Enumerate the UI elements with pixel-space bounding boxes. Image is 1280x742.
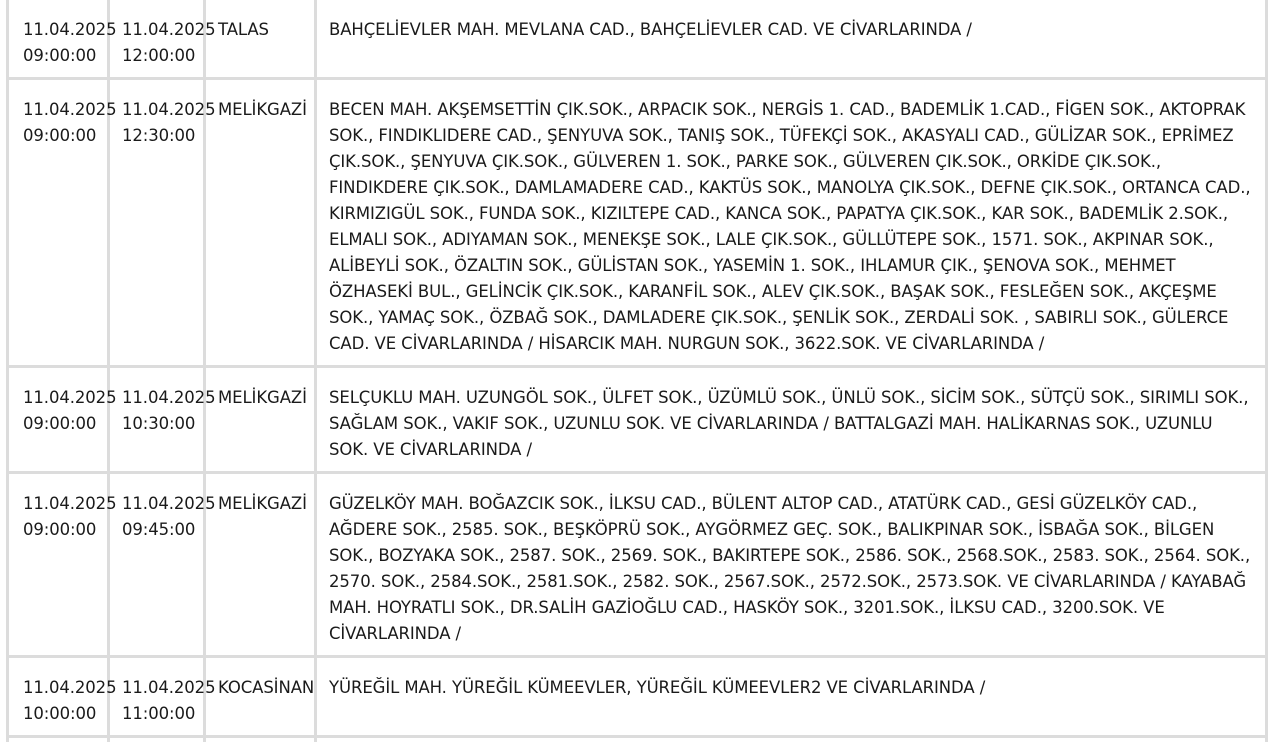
end-datetime-cell <box>110 368 216 474</box>
start-time: 09:00:00 <box>23 126 97 145</box>
address-cell: BAHÇELİEVLER MAH. MEVLANA CAD., BAHÇELİEVLER CAD. VE CİVARLARINDA / <box>317 0 1268 80</box>
start-time: 09:00:00 <box>23 520 97 539</box>
address-cell: SELÇUKLU MAH. UZUNGÖL SOK., ÜLFET SOK., ÜZÜMLÜ SOK., ÜNLÜ SOK., SİCİM SOK., SÜTÇÜ SOK., SIRIMLI SOK., SAĞLAM SOK., VAKIF SOK., UZUNLU SOK. VE CİVARLARINDA / BATTALGAZİ MAH. HALİKARNAS SOK., UZUNLU SOK. VE CİVARLARINDA / <box>317 368 1268 474</box>
end-time: 11:00:00 <box>122 704 196 723</box>
start-datetime-cell <box>6 474 117 658</box>
start-date: 11.04.2025 <box>23 678 117 697</box>
empty-cell <box>206 738 317 742</box>
start-time: 09:00:00 <box>23 414 97 433</box>
end-time: 12:00:00 <box>122 46 196 65</box>
start-time: 09:00:00 <box>23 46 97 65</box>
empty-cell <box>6 738 110 742</box>
end-date: 11.04.2025 <box>122 678 216 697</box>
end-date: 11.04.2025 <box>122 388 216 407</box>
table-row <box>6 474 1268 658</box>
start-date: 11.04.2025 <box>23 388 117 407</box>
end-datetime-cell <box>110 474 216 658</box>
address-cell: GÜZELKÖY MAH. BOĞAZCIK SOK., İLKSU CAD., BÜLENT ALTOP CAD., ATATÜRK CAD., GESİ GÜZELKÖY CAD., AĞDERE SOK., 2585. SOK., BEŞKÖPRÜ SOK., AYGÖRMEZ GEÇ. SOK., BALIKPINAR SOK., İSBAĞA SOK., BİLGEN SOK., BOZYAKA SOK., 2587. SOK., 2569. SOK., BAKIRTEPE SOK., 2586. SOK., 2568.SOK., 2583. SOK., 2564. SOK., 2570. SOK., 2584.SOK., 2581.SOK., 2582. SOK., 2567.SOK., 2572.SOK., 2573.SOK. VE CİVARLARINDA / KAYABAĞ MAH. HOYRATLI SOK., DR.SALİH GAZİOĞLU CAD., HASKÖY SOK., 3201.SOK., İLKSU CAD., 3200.SOK. VE CİVARLARINDA / <box>317 474 1268 658</box>
district-cell: TALAS <box>206 0 317 80</box>
start-datetime-cell <box>6 658 117 738</box>
start-datetime-cell <box>6 80 117 368</box>
district-cell: MELİKGAZİ <box>206 368 317 474</box>
start-date: 11.04.2025 <box>23 494 117 513</box>
end-datetime-cell <box>110 0 216 80</box>
table-row <box>6 658 1268 738</box>
table-row-partial <box>6 738 1268 742</box>
table-row <box>6 80 1268 368</box>
end-time: 09:45:00 <box>122 520 196 539</box>
end-datetime-cell <box>110 658 216 738</box>
address-cell: BECEN MAH. AKŞEMSETTİN ÇIK.SOK., ARPACIK SOK., NERGİS 1. CAD., BADEMLİK 1.CAD., FİGEN SOK., AKTOPRAK SOK., FINDIKLIDERE CAD., ŞENYUVA SOK., TANIŞ SOK., TÜFEKÇİ SOK., AKASYALI CAD., GÜLİZAR SOK., EPRİMEZ ÇIK.SOK., ŞENYUVA ÇIK.SOK., GÜLVEREN 1. SOK., PARKE SOK., GÜLVEREN ÇIK.SOK., ORKİDE ÇIK.SOK., FINDIKDERE ÇIK.SOK., DAMLAMADERE CAD., KAKTÜS SOK., MANOLYA ÇIK.SOK., DEFNE ÇIK.SOK., ORTANCA CAD., KIRMIZIGÜL SOK., FUNDA SOK., KIZILTEPE CAD., KANCA SOK., PAPATYA ÇIK.SOK., KAR SOK., BADEMLİK 2.SOK., ELMALI SOK., ADIYAMAN SOK., MENEKŞE SOK., LALE ÇIK.SOK., GÜLLÜTEPE SOK., 1571. SOK., AKPINAR SOK., ALİBEYLİ SOK., ÖZALTIN SOK., GÜLİSTAN SOK., YASEMİN 1. SOK., IHLAMUR ÇIK., ŞENOVA SOK., MEHMET ÖZHASEKİ BUL., GELİNCİK ÇIK.SOK., KARANFİL SOK., ALEV ÇIK.SOK., BAŞAK SOK., FESLEĞEN SOK., AKÇEŞME SOK., YAMAÇ SOK., ÖZBAĞ SOK., DAMLADERE ÇIK.SOK., ŞENLİK SOK., ZERDALİ SOK. , SABIRLI SOK., GÜLERCE CAD. VE CİVARLARINDA / HİSARCIK MAH. NURGUN SOK., 3622.SOK. VE CİVARLARINDA / <box>317 80 1268 368</box>
start-time: 10:00:00 <box>23 704 97 723</box>
empty-cell <box>317 738 1268 742</box>
district-cell: KOCASİNAN <box>206 658 317 738</box>
end-time: 12:30:00 <box>122 126 196 145</box>
start-date: 11.04.2025 <box>23 100 117 119</box>
end-date: 11.04.2025 <box>122 100 216 119</box>
table-row <box>6 368 1268 474</box>
end-date: 11.04.2025 <box>122 494 216 513</box>
start-date: 11.04.2025 <box>23 20 117 39</box>
outage-table <box>6 0 1268 742</box>
district-cell: MELİKGAZİ <box>206 474 317 658</box>
empty-cell <box>110 738 206 742</box>
district-cell: MELİKGAZİ <box>206 80 317 368</box>
end-time: 10:30:00 <box>122 414 196 433</box>
start-datetime-cell <box>6 0 117 80</box>
address-cell: YÜREĞİL MAH. YÜREĞİL KÜMEEVLER, YÜREĞİL KÜMEEVLER2 VE CİVARLARINDA / <box>317 658 1268 738</box>
end-date: 11.04.2025 <box>122 20 216 39</box>
start-datetime-cell <box>6 368 117 474</box>
end-datetime-cell <box>110 80 216 368</box>
table-row <box>6 0 1268 80</box>
